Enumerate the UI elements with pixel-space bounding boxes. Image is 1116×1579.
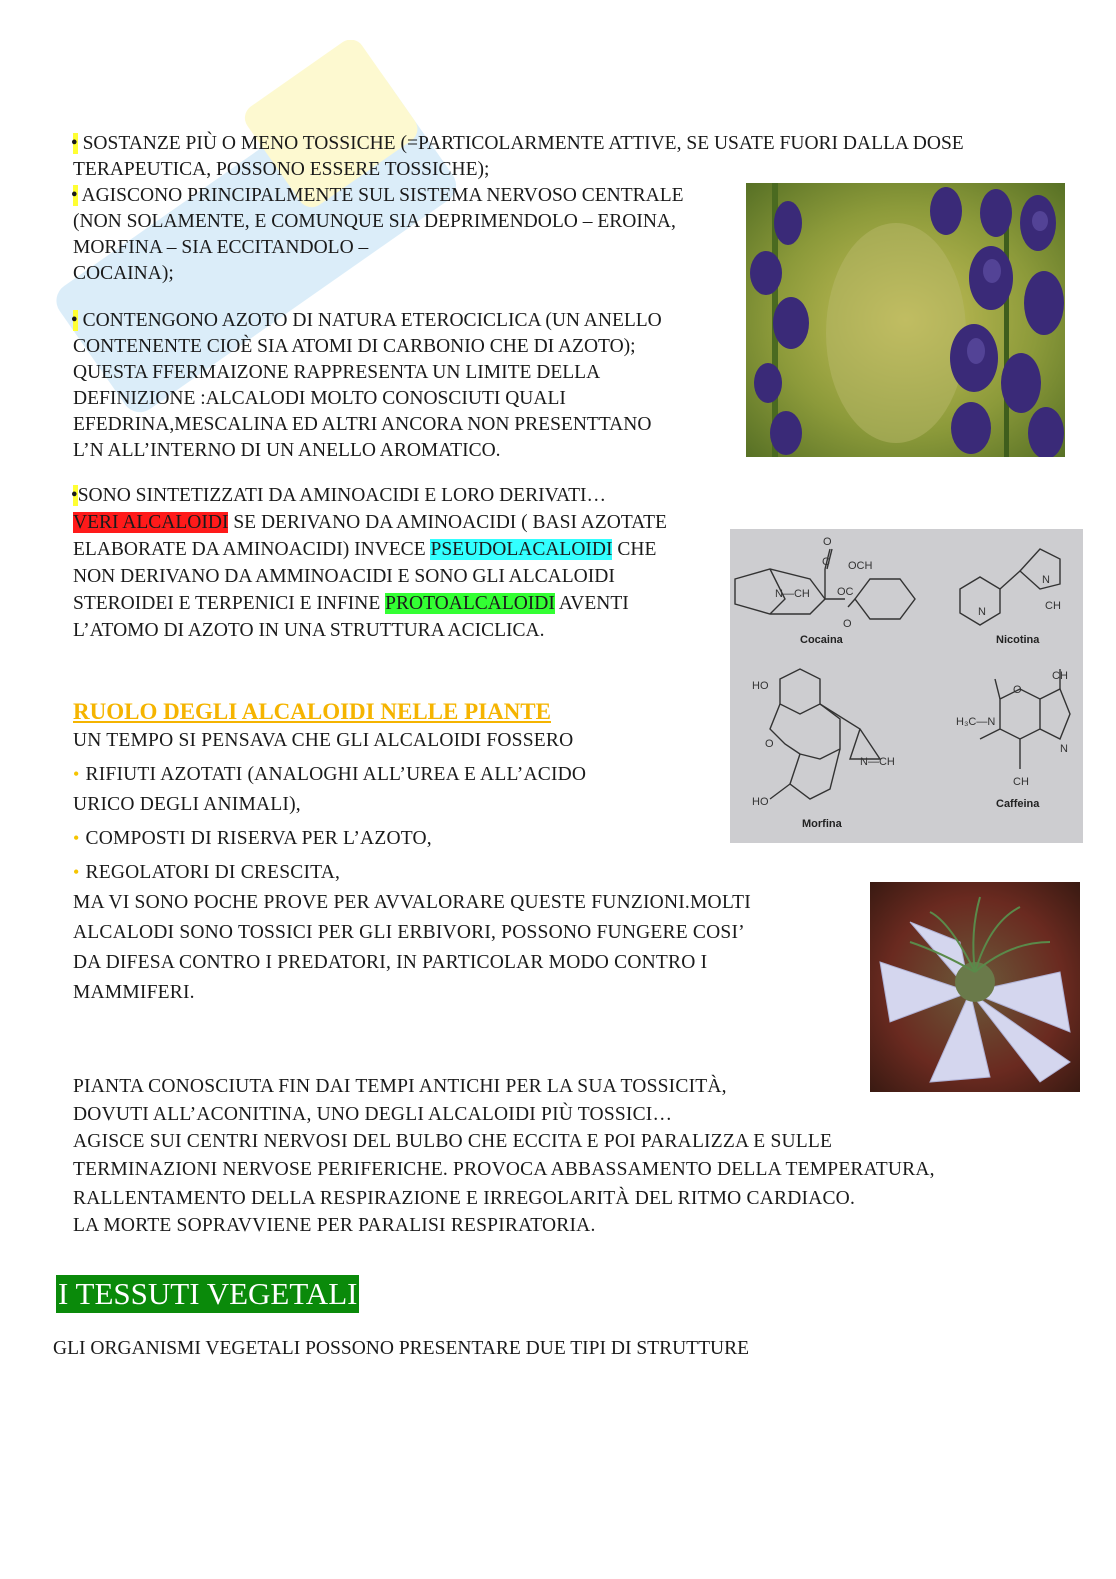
atom-label: OC bbox=[837, 586, 854, 598]
atom-label: H₃C—N bbox=[956, 716, 996, 728]
bullet-text: QUESTA FFERMAIZONE RAPPRESENTA UN LIMITE DELLA bbox=[73, 362, 601, 383]
bullet-sistema-nervoso bbox=[70, 183, 684, 287]
ruolo-paragraph: DA DIFESA CONTRO I PREDATORI, IN PARTICOLAR MODO CONTRO I bbox=[73, 952, 708, 973]
atom-label: CH bbox=[1045, 600, 1061, 612]
veri-alcaloidi-highlight: VERI ALCALOIDI bbox=[73, 512, 229, 533]
paragraph-line: AGISCE SUI CENTRI NERVOSI DEL BULBO CHE ECCITA E POI PARALIZZA E SULLE bbox=[73, 1131, 833, 1152]
cocaina-label: Cocaina bbox=[800, 634, 843, 646]
list-item: COMPOSTI DI RISERVA PER L’AZOTO, bbox=[85, 828, 432, 849]
bullet-text: (NON SOLAMENTE, E COMUNQUE SIA DEPRIMENDOLO – EROINA, bbox=[73, 211, 676, 232]
bullet-text: AVENTI bbox=[554, 593, 629, 614]
bullet-text: CONTENENTE CIOÈ SIA ATOMI DI CARBONIO CHE DI AZOTO); bbox=[73, 336, 636, 357]
ruolo-paragraph: MAMMIFERI. bbox=[73, 982, 195, 1003]
ruolo-paragraph: ALCALODI SONO TOSSICI PER GLI ERBIVORI, POSSONO FUNGERE COSI’ bbox=[73, 922, 745, 943]
atom-label: HO bbox=[752, 796, 769, 808]
paragraph-line: PIANTA CONOSCIUTA FIN DAI TEMPI ANTICHI PER LA SUA TOSSICITÀ, bbox=[73, 1076, 727, 1097]
bullet-text: DEFINIZIONE :ALCALODI MOLTO CONOSCIUTI QUALI bbox=[73, 388, 566, 409]
bullet-text: SE DERIVANO DA AMINOACIDI ( BASI AZOTATE bbox=[228, 512, 667, 533]
aconite-flower-image bbox=[746, 183, 1065, 457]
bullet-text: • AGISCONO PRINCIPALMENTE SUL SISTEMA NERVOSO CENTRALE bbox=[70, 185, 684, 206]
nicotina-label: Nicotina bbox=[996, 634, 1040, 646]
atom-label: N bbox=[1042, 574, 1050, 586]
atom-label: O bbox=[765, 738, 774, 750]
atom-label: N bbox=[1060, 743, 1068, 755]
atom-label: O bbox=[823, 536, 832, 548]
bullet-dot-icon: • bbox=[73, 764, 80, 784]
atom-label: HO bbox=[752, 680, 769, 692]
atom-label: O bbox=[843, 618, 852, 630]
ruolo-paragraph: MA VI SONO POCHE PROVE PER AVVALORARE QUESTE FUNZIONI.MOLTI bbox=[73, 892, 751, 913]
atom-label: CH bbox=[1052, 670, 1068, 682]
bullet-text: L’ATOMO DI AZOTO IN UNA STRUTTURA ACICLICA. bbox=[73, 620, 545, 641]
atom-label: C bbox=[822, 556, 830, 568]
list-item: URICO DEGLI ANIMALI), bbox=[73, 794, 301, 815]
paragraph-line: TERMINAZIONI NERVOSE PERIFERICHE. PROVOCA ABBASSAMENTO DELLA TEMPERATURA, bbox=[73, 1159, 935, 1180]
tessuti-heading: I TESSUTI VEGETALI bbox=[58, 1276, 358, 1311]
bullet-text: NON DERIVANO DA AMMINOACIDI E SONO GLI ALCALOIDI bbox=[73, 566, 615, 587]
atom-label: N bbox=[978, 606, 986, 618]
bullet-text: COCAINA); bbox=[73, 263, 174, 284]
pianta-paragraph bbox=[73, 1072, 935, 1239]
aconite-photo bbox=[746, 183, 1065, 457]
bullet-dot-icon: • bbox=[73, 862, 80, 882]
paragraph-line: RALLENTAMENTO DELLA RESPIRAZIONE E IRREGOLARITÀ DEL RITMO CARDIACO. bbox=[73, 1188, 856, 1209]
caffeina-label: Caffeina bbox=[996, 798, 1040, 810]
molecules-image bbox=[730, 529, 1083, 843]
bullet-azoto bbox=[70, 308, 662, 464]
bullet-text: EFEDRINA,MESCALINA ED ALTRI ANCORA NON PRESENTTANO bbox=[73, 414, 652, 435]
tessuti-text: GLI ORGANISMI VEGETALI POSSONO PRESENTARE DUE TIPI DI STRUTTURE bbox=[53, 1338, 749, 1359]
bullet-text: • CONTENGONO AZOTO DI NATURA ETEROCICLICA (UN ANELLO bbox=[70, 310, 662, 331]
ruolo-heading: RUOLO DEGLI ALCALOIDI NELLE PIANTE bbox=[73, 699, 551, 724]
bullet-text: •SONO SINTETIZZATI DA AMINOACIDI E LORO DERIVATI… bbox=[70, 485, 606, 506]
morfina-label: Morfina bbox=[802, 818, 842, 830]
atom-label: CH bbox=[1013, 776, 1029, 788]
atom-label: O bbox=[1013, 684, 1022, 696]
bullet-dot-icon: • bbox=[73, 828, 80, 848]
protoalcaloidi-highlight: PROTOALCALOIDI bbox=[385, 593, 555, 614]
bullet-text: • SOSTANZE PIÙ O MENO TOSSICHE (=PARTICOLARMENTE ATTIVE, SE USATE FUORI DALLA DOSE bbox=[70, 133, 964, 154]
paragraph-line: LA MORTE SOPRAVVIENE PER PARALISI RESPIRATORIA. bbox=[73, 1215, 596, 1236]
bullet-text: TERAPEUTICA, POSSONO ESSERE TOSSICHE); bbox=[73, 159, 490, 180]
list-item: REGOLATORI DI CRESCITA, bbox=[85, 862, 341, 883]
ruolo-section bbox=[73, 727, 751, 1008]
ruolo-intro: UN TEMPO SI PENSAVA CHE GLI ALCALOIDI FOSSERO bbox=[73, 730, 574, 751]
bullet-text: CHE bbox=[612, 539, 657, 560]
bullet-text: MORFINA – SIA ECCITANDOLO – bbox=[73, 237, 369, 258]
list-item: RIFIUTI AZOTATI (ANALOGHI ALL’UREA E ALL’ACIDO bbox=[85, 764, 587, 785]
paragraph-line: DOVUTI ALL’ACONITINA, UNO DEGLI ALCALOIDI PIÙ TOSSICI… bbox=[73, 1104, 673, 1125]
nigella-photo bbox=[870, 882, 1080, 1092]
bullet-text: ELABORATE DA AMINOACIDI) INVECE bbox=[73, 539, 431, 560]
bullet-text: L’N ALL’INTERNO DI UN ANELLO AROMATICO. bbox=[73, 440, 501, 461]
atom-label: OCH bbox=[848, 560, 873, 572]
molecules-drawing bbox=[730, 529, 1083, 843]
nigella-flower-image bbox=[870, 882, 1080, 1092]
bullet-sintetizzati bbox=[70, 482, 667, 644]
pseudoalcaloidi-highlight: PSEUDOLACALOIDI bbox=[430, 539, 613, 560]
atom-label: N—CH bbox=[775, 588, 810, 600]
atom-label: N—CH bbox=[860, 756, 895, 768]
bullet-tossiche bbox=[70, 131, 964, 183]
bullet-text: STEROIDEI E TERPENICI E INFINE bbox=[73, 593, 386, 614]
